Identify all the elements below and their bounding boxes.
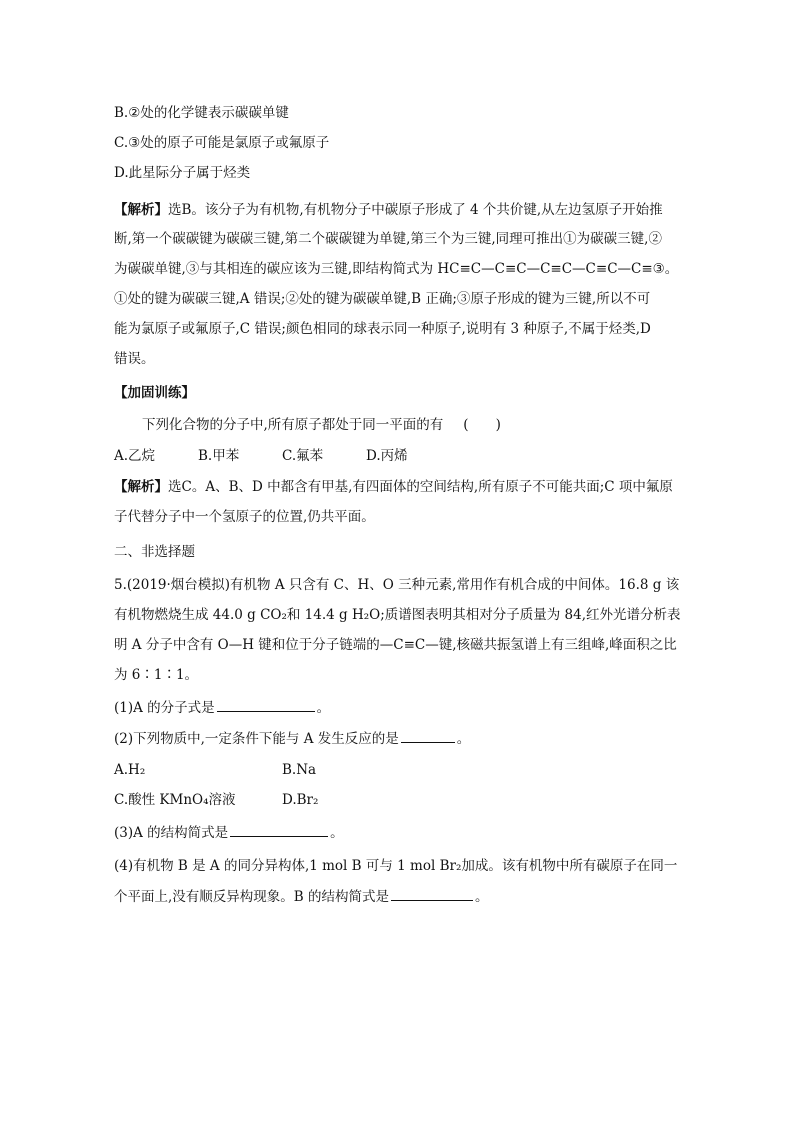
analysis-line-6: 错误。 <box>114 351 155 367</box>
q5-options-row-1 <box>114 760 316 780</box>
analysis-line-4: ①处的键为碳碳三键,A 错误;②处的键为碳碳单键,B 正确;③原子形成的键为三键,所以不可 <box>114 291 651 307</box>
answer-blank-2[interactable] <box>401 728 455 743</box>
q5-option-b: B.Na <box>282 762 317 778</box>
q5-stem-3: 明 A 分子中含有 O—H 键和位于分子链端的—C≡C—键,核磁共振氢谱上有三组峰,峰面积之比 <box>114 637 677 653</box>
practice-option-c: C.氟苯 <box>282 448 324 464</box>
answer-paren: ( ) <box>463 417 501 433</box>
answer-blank-1[interactable] <box>217 697 315 712</box>
practice-option-b: B.甲苯 <box>198 448 240 464</box>
option-c: C.③处的原子可能是氯原子或氟原子 <box>114 135 330 151</box>
q5-part-4-line-1: (4)有机物 B 是 A 的同分异构体,1 mol B 可与 1 mol Br₂加成。该有机物中所有碳原子在同一 <box>114 858 678 874</box>
q5-option-c: C.酸性 KMnO₄溶液 <box>114 792 236 808</box>
q5-options-row-2 <box>114 790 318 810</box>
practice-analysis-line-1: 【解析】选C。A、B、D 中都含有甲基,有四面体的空间结构,所有原子不可能共面;C 项中氟原 <box>114 479 673 495</box>
analysis-tag: 【解析】 <box>114 202 168 218</box>
q5-option-a: A.H₂ <box>114 762 146 778</box>
q5-stem-4: 为 6∶1∶1。 <box>114 667 199 683</box>
analysis-line-5: 能为氯原子或氟原子,C 错误;颜色相同的球表示同一种原子,说明有 3 种原子,不属于烃类,D <box>114 321 651 337</box>
practice-option-a: A.乙烷 <box>114 448 156 464</box>
practice-question: 下列化合物的分子中,所有原子都处于同一平面的有 ( ) <box>142 417 501 433</box>
analysis-line-2: 断,第一个碳碳键为碳碳三键,第二个碳碳键为单键,第三个为三键,同理可推出①为碳碳三键,② <box>114 231 662 247</box>
q5-part-1: (1)A 的分子式是 。 <box>114 697 330 718</box>
analysis-line-3: 为碳碳单键,③与其相连的碳应该为三键,即结构简式为 HC≡C—C≡C—C≡C—C≡C—C≡③。 <box>114 261 679 277</box>
practice-analysis-line-2: 子代替分子中一个氢原子的位置,仍共平面。 <box>114 509 375 525</box>
option-b: B.②处的化学键表示碳碳单键 <box>114 105 289 121</box>
option-d: D.此星际分子属于烃类 <box>114 165 251 181</box>
q5-stem-1: 5.(2019·烟台模拟)有机物 A 只含有 C、H、O 三种元素,常用作有机合成的中间体。16.8 g 该 <box>114 577 680 593</box>
answer-blank-3[interactable] <box>230 822 328 837</box>
answer-blank-4[interactable] <box>391 886 473 901</box>
q5-part-4-line-2: 个平面上,没有顺反异构现象。B 的结构简式是 。 <box>114 886 489 907</box>
practice-option-d: D.丙烯 <box>366 448 408 464</box>
section-heading: 二、非选择题 <box>114 544 195 560</box>
practice-title: 【加固训练】 <box>114 385 195 401</box>
q5-stem-2: 有机物燃烧生成 44.0 g CO₂和 14.4 g H₂O;质谱图表明其相对分子质量为 84,红外光谱分析表 <box>114 607 681 623</box>
practice-analysis-tag: 【解析】 <box>114 479 168 495</box>
q5-part-3: (3)A 的结构简式是 。 <box>114 822 344 843</box>
q5-part-2: (2)下列物质中,一定条件下能与 A 发生反应的是 。 <box>114 728 470 749</box>
q5-option-d: D.Br₂ <box>282 792 319 808</box>
practice-options <box>114 446 408 466</box>
analysis-line-1: 【解析】选B。该分子为有机物,有机物分子中碳原子形成了 4 个共价键,从左边氢原子开始推 <box>114 202 663 218</box>
